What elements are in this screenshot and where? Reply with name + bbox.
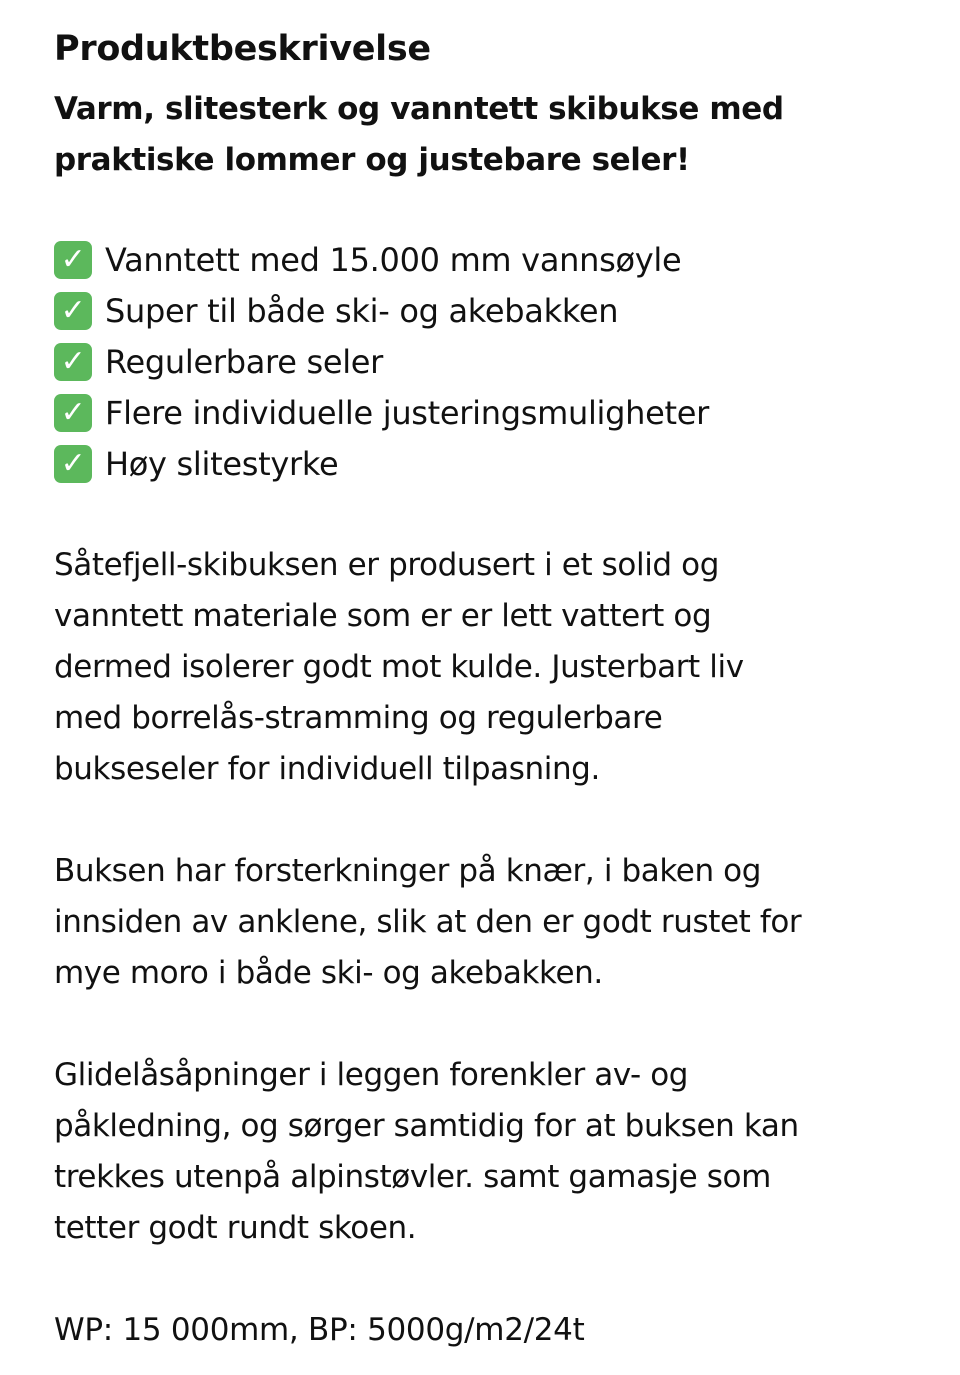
- feature-text: Vanntett med 15.000 mm vannsøyle: [105, 240, 682, 279]
- tagline-line: Varm, slitesterk og vanntett skibukse med: [54, 91, 784, 127]
- paragraph-line: vanntett materiale som er er lett vattert og: [54, 598, 712, 634]
- paragraph-line: med borrelås-stramming og regulerbare: [54, 700, 663, 736]
- feature-item: [54, 285, 914, 336]
- feature-text: Flere individuelle justeringsmuligheter: [105, 393, 710, 432]
- product-tagline: [54, 84, 914, 186]
- paragraph-line: påkledning, og sørger samtidig for at buksen kan: [54, 1108, 799, 1144]
- paragraph-line: Glidelåsåpninger i leggen forenkler av- og: [54, 1057, 689, 1093]
- section-title: Produktbeskrivelse: [54, 29, 431, 69]
- technical-specs: WP: 15 000mm, BP: 5000g/m2/24t: [54, 1312, 585, 1348]
- feature-item: [54, 336, 914, 387]
- paragraph-line: trekkes utenpå alpinstøvler. samt gamasje som: [54, 1159, 771, 1195]
- check-mark-icon: ✓: [54, 241, 92, 279]
- paragraph-line: innsiden av anklene, slik at den er godt rustet for: [54, 904, 802, 940]
- paragraph-line: dermed isolerer godt mot kulde. Justerbart liv: [54, 649, 744, 685]
- feature-item: [54, 234, 914, 285]
- feature-list: [54, 234, 914, 489]
- paragraph-line: Såtefjell-skibuksen er produsert i et solid og: [54, 547, 719, 583]
- feature-item: [54, 438, 914, 489]
- feature-text: Høy slitestyrke: [105, 444, 339, 483]
- check-mark-icon: ✓: [54, 445, 92, 483]
- description-paragraph-material: [54, 540, 914, 795]
- paragraph-line: bukseseler for individuell tilpasning.: [54, 751, 600, 787]
- paragraph-line: tetter godt rundt skoen.: [54, 1210, 417, 1246]
- check-mark-icon: ✓: [54, 343, 92, 381]
- product-description: [54, 24, 914, 1356]
- description-paragraph-reinforcement: [54, 846, 914, 999]
- tagline-line: praktiske lommer og justebare seler!: [54, 142, 690, 178]
- check-mark-icon: ✓: [54, 394, 92, 432]
- paragraph-line: Buksen har forsterkninger på knær, i baken og: [54, 853, 762, 889]
- description-paragraph-zippers: [54, 1050, 914, 1254]
- feature-text: Regulerbare seler: [105, 342, 384, 381]
- feature-text: Super til både ski- og akebakken: [105, 291, 619, 330]
- feature-item: [54, 387, 914, 438]
- check-mark-icon: ✓: [54, 292, 92, 330]
- paragraph-line: mye moro i både ski- og akebakken.: [54, 955, 603, 991]
